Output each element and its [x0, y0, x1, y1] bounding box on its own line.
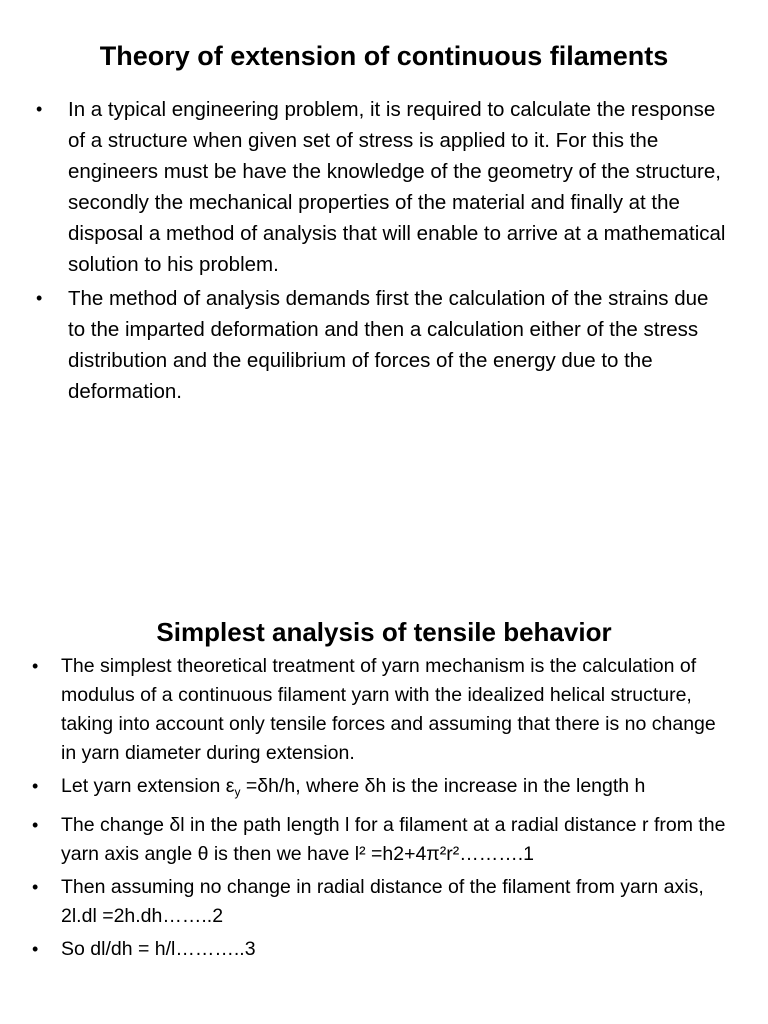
- bullet-icon: •: [32, 939, 39, 959]
- bullet-icon: •: [32, 656, 39, 676]
- bullet-text: So dl/dh = h/l………..3: [61, 938, 256, 960]
- list-item: [28, 652, 728, 768]
- list-item: [28, 811, 728, 869]
- bullet-icon: •: [36, 99, 43, 119]
- bullet-text: The simplest theoretical treatment of yarn mechanism is the calculation of modulus of a continuous filament yarn with the idealized helical structure, taking into account only tensile forces and assuming that there is no change in yarn diameter during extension.: [61, 655, 716, 764]
- subscript: y: [234, 785, 241, 799]
- slide-2-bullet-list: [28, 652, 728, 968]
- bullet-icon: •: [32, 776, 39, 796]
- bullet-icon: •: [32, 877, 39, 897]
- slide-2: [0, 512, 768, 1024]
- slide-1-bullet-list: [30, 94, 730, 410]
- bullet-text-part: =δh/h, where δh is the increase in the length h: [240, 775, 646, 797]
- list-item: [30, 94, 730, 280]
- bullet-text-part: Let yarn extension ε: [61, 775, 235, 797]
- list-item: [28, 873, 728, 931]
- bullet-icon: •: [32, 815, 39, 835]
- list-item: [28, 935, 728, 964]
- bullet-text: The method of analysis demands first the calculation of the strains due to the imparted deformation and then a calculation either of the stress distribution and the equilibrium of forces of the energy due to the deformation.: [68, 287, 709, 403]
- bullet-text: In a typical engineering problem, it is required to calculate the response of a structure when given set of stress is applied to it. For this the engineers must be have the knowledge of the geometry of the structure, secondly the mechanical properties of the material and finally at the disposal a method of analysis that will enable to arrive at a mathematical solution to his problem.: [68, 98, 726, 276]
- slide-1-title: Theory of extension of continuous filaments: [99, 41, 669, 71]
- slide-2-title: Simplest analysis of tensile behavior: [156, 617, 612, 647]
- list-item: [30, 283, 730, 407]
- bullet-text: The change δl in the path length l for a filament at a radial distance r from the yarn axis angle θ is then we have l² =h2+4π²r²……….1: [61, 814, 726, 865]
- list-item: [28, 772, 728, 807]
- bullet-text: Then assuming no change in radial distance of the filament from yarn axis, 2l.dl =2h.dh……..2: [61, 876, 704, 927]
- bullet-text: [61, 775, 645, 797]
- bullet-icon: •: [36, 288, 43, 308]
